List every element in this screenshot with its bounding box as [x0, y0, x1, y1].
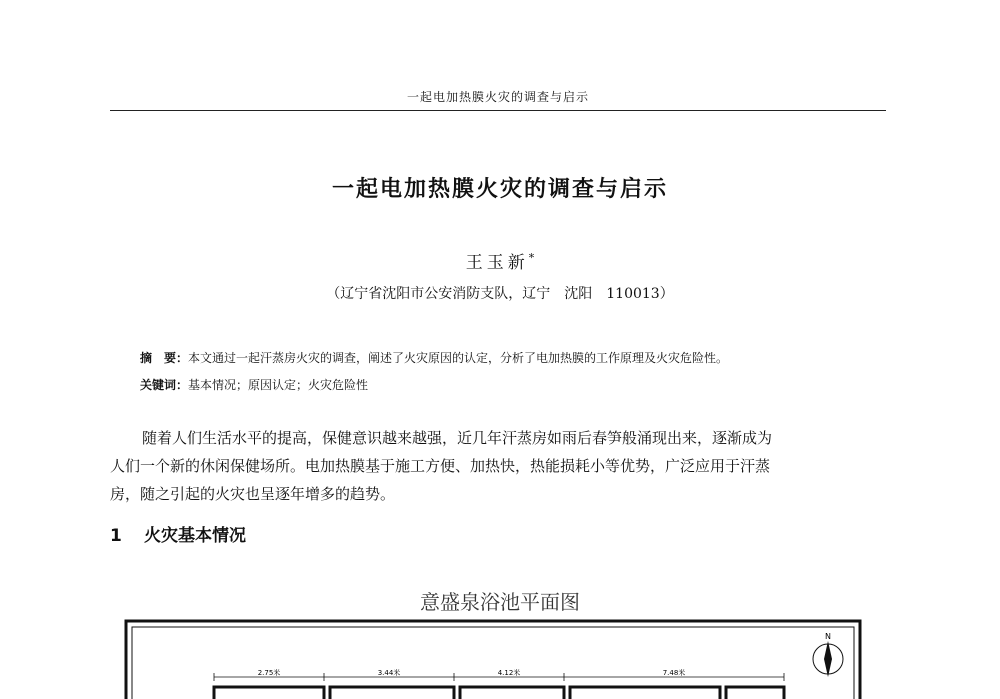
room-wall [330, 687, 454, 699]
abstract-text: 本文通过一起汗蒸房火灾的调查，阐述了火灾原因的认定，分析了电加热膜的工作原理及火灾危险性。 [188, 351, 729, 365]
section-number: 1 [110, 526, 122, 546]
paragraph-line: 随着人们生活水平的提高，保健意识越来越强，近几年汗蒸房如雨后春笋般涌现出来，逐渐成为 [142, 429, 773, 447]
dimension-label: 2.75米 [257, 669, 281, 677]
author [0, 248, 1000, 273]
author-affiliation: （辽宁省沈阳市公安消防支队，辽宁 沈阳 110013） [326, 286, 674, 302]
compass-north-label: N [825, 632, 831, 641]
dimension-label: 4.12米 [497, 669, 521, 677]
intro-paragraph [110, 424, 890, 508]
room-wall [570, 687, 720, 699]
room-wall [460, 687, 564, 699]
header-rule [110, 110, 886, 111]
abstract-label: 摘 要： [140, 351, 189, 365]
dimension-label: 7.48米 [662, 669, 686, 677]
paragraph-line: 人们一个新的休闲保健场所。电加热膜基于施工方便、加热快，热能损耗小等优势，广泛应用于汗蒸 [110, 457, 771, 475]
figure-title: 意盛泉浴池平面图 [420, 590, 580, 614]
room-wall [726, 687, 784, 699]
compass-icon [813, 632, 843, 677]
section-title: 火灾基本情况 [144, 526, 246, 546]
dimension-label: 3.44米 [377, 669, 401, 677]
keywords-label: 关键词： [140, 378, 189, 392]
abstract [140, 349, 900, 366]
keywords-text: 基本情况；原因认定；火灾危险性 [188, 378, 369, 392]
running-header: 一起电加热膜火灾的调查与启示 [406, 90, 589, 104]
keywords [140, 376, 900, 393]
paragraph-line: 房，随之引起的火灾也呈逐年增多的趋势。 [110, 485, 396, 503]
section-heading [110, 521, 246, 546]
author-footnote-mark: * [528, 251, 535, 265]
room-wall [214, 687, 324, 699]
article-title: 一起电加热膜火灾的调查与启示 [331, 177, 668, 202]
floor-plan-figure [124, 617, 864, 699]
author-name: 王玉新 [465, 253, 529, 273]
